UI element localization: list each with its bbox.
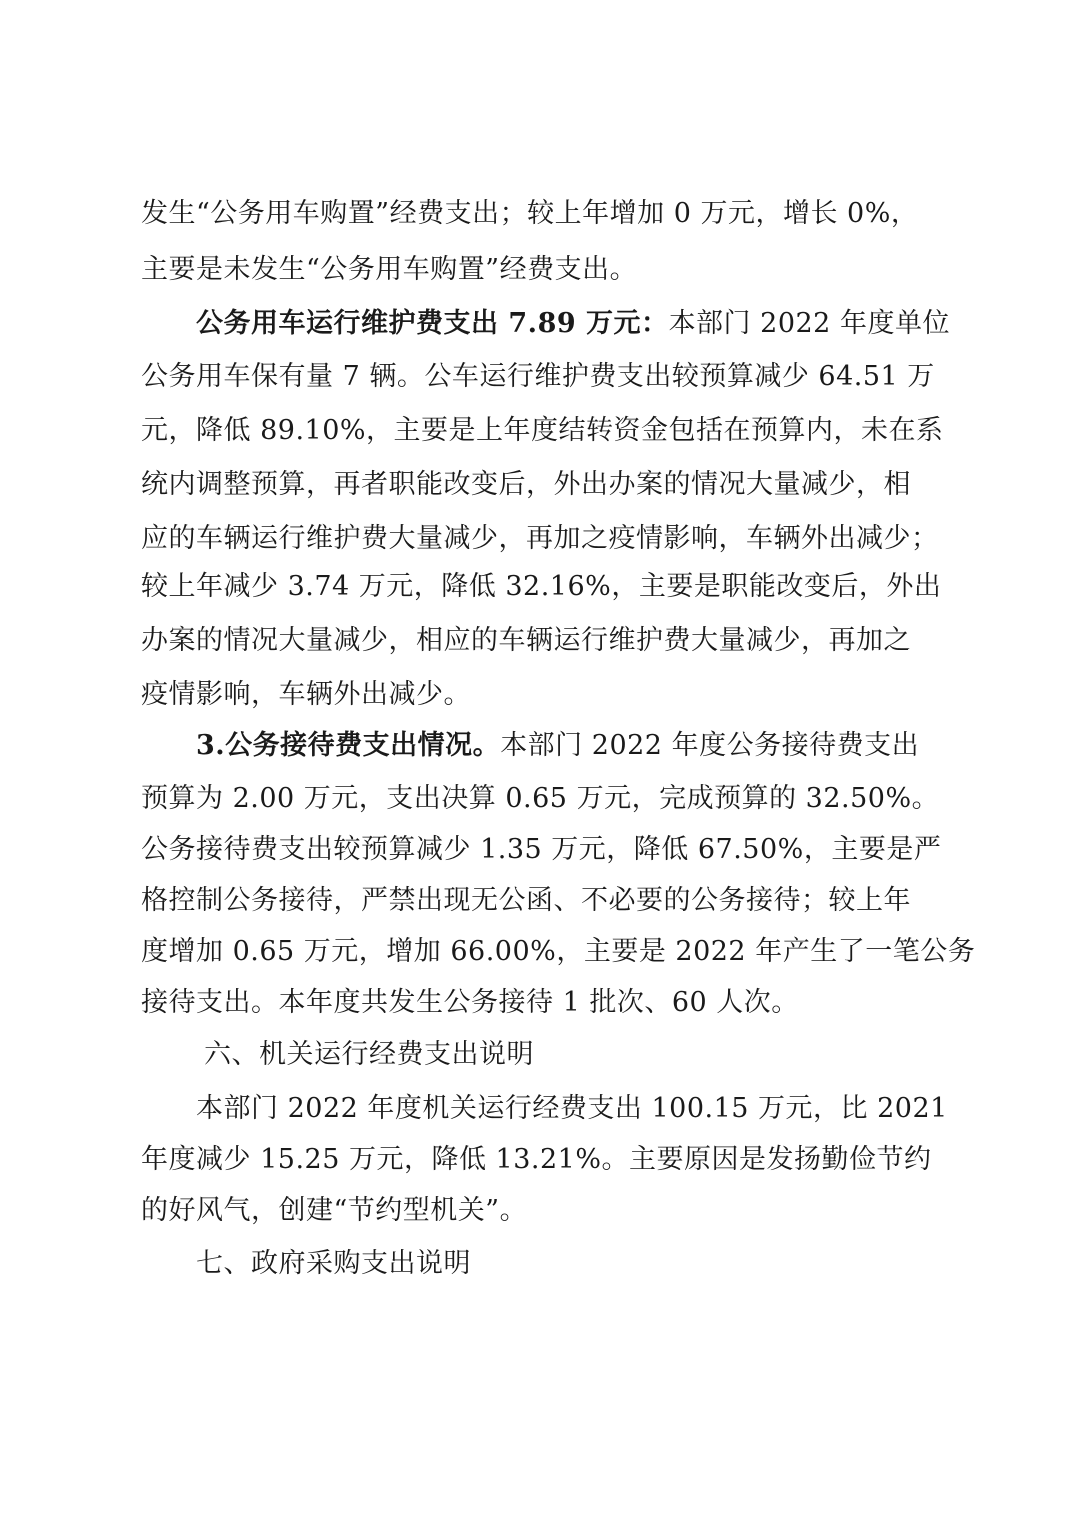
text-run: 发生“公务用车购置”经费支出；较上年增加 0 万元，增长 0%，	[141, 198, 919, 229]
text-line	[0, 779, 1074, 819]
text-line	[0, 567, 1074, 607]
text-run: 较上年减少 3.74 万元，降低 32.16%，主要是职能改变后，外出	[141, 571, 942, 602]
text-run: 疫情影响，车辆外出减少。	[141, 679, 471, 710]
text-run: 度增加 0.65 万元，增加 66.00%，主要是 2022 年产生了一笔公务	[141, 936, 976, 967]
text-line	[0, 830, 1074, 870]
text-run: 办案的情况大量减少，相应的车辆运行维护费大量减少，再加之	[141, 625, 911, 656]
text-line	[0, 1089, 1074, 1129]
text-line	[0, 983, 1074, 1023]
text-line	[0, 194, 1074, 234]
text-line	[0, 881, 1074, 921]
bold-lead-text: 公务用车运行维护费支出 7.89 万元：	[196, 308, 669, 339]
text-run: 年度减少 15.25 万元，降低 13.21%。主要原因是发扬勤俭节约	[141, 1144, 932, 1175]
text-run: 本部门 2022 年度单位	[668, 308, 950, 339]
text-run: 本部门 2022 年度机关运行经费支出 100.15 万元，比 2021	[196, 1093, 948, 1124]
text-line	[0, 357, 1074, 397]
text-run: 统内调整预算，再者职能改变后，外出办案的情况大量减少，相	[141, 469, 911, 500]
text-run: 应的车辆运行维护费大量减少，再加之疫情影响，车辆外出减少；	[141, 523, 939, 554]
text-line	[0, 465, 1074, 505]
text-line	[0, 519, 1074, 559]
text-run: 本部门 2022 年度公务接待费支出	[500, 730, 920, 761]
text-line	[0, 726, 1074, 766]
text-line	[0, 411, 1074, 451]
section-heading	[0, 1244, 1074, 1284]
text-line	[0, 621, 1074, 661]
text-line	[0, 932, 1074, 972]
text-run: 预算为 2.00 万元，支出决算 0.65 万元，完成预算的 32.50%。	[141, 783, 940, 814]
bold-lead-text: 3.公务接待费支出情况。	[196, 730, 501, 761]
text-line	[0, 1140, 1074, 1180]
text-line	[0, 1191, 1074, 1231]
text-run: 公务接待费支出较预算减少 1.35 万元，降低 67.50%，主要是严	[141, 834, 942, 865]
section-heading	[0, 1035, 1074, 1075]
text-run: 主要是未发生“公务用车购置”经费支出。	[141, 254, 638, 285]
section-heading-text: 六、机关运行经费支出说明	[204, 1039, 534, 1070]
text-run: 公务用车保有量 7 辆。公车运行维护费支出较预算减少 64.51 万	[141, 361, 935, 392]
text-run: 接待支出。本年度共发生公务接待 1 批次、60 人次。	[141, 987, 799, 1018]
section-heading-text: 七、政府采购支出说明	[196, 1248, 471, 1279]
text-run: 格控制公务接待，严禁出现无公函、不必要的公务接待；较上年	[141, 885, 911, 916]
text-run: 元，降低 89.10%，主要是上年度结转资金包括在预算内，未在系	[141, 415, 944, 446]
text-run: 的好风气，创建“节约型机关”。	[141, 1195, 528, 1226]
text-line	[0, 304, 1074, 344]
text-line	[0, 250, 1074, 290]
text-line	[0, 675, 1074, 715]
